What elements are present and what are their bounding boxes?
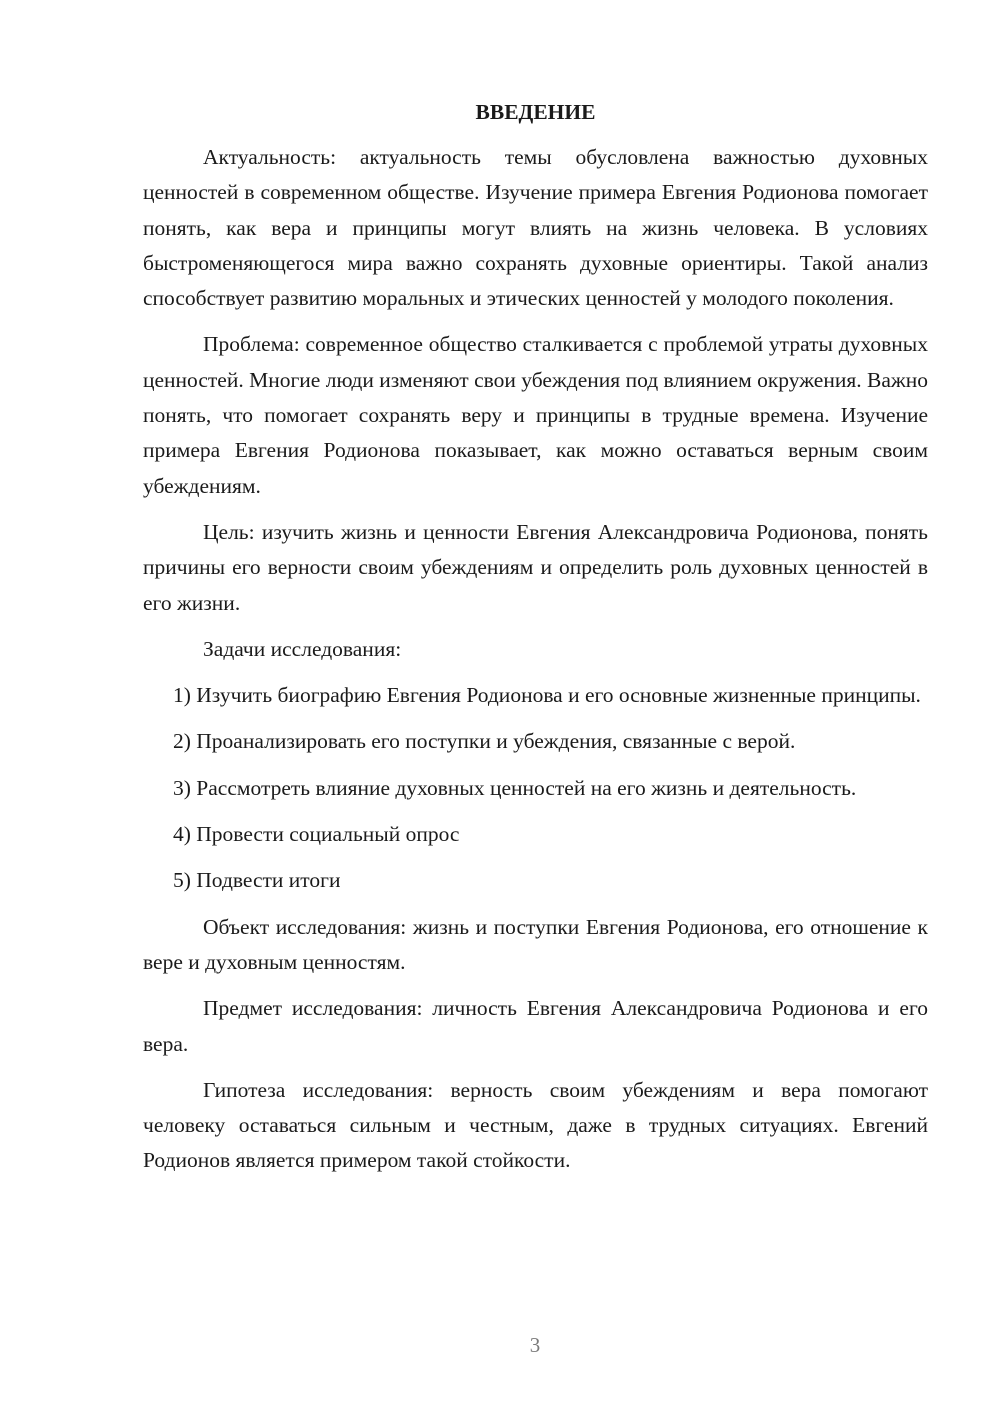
task-item: 5) Подвести итоги <box>173 868 341 893</box>
task-item: 3) Рассмотреть влияние духовных ценностей на его жизнь и деятельность. <box>173 775 857 800</box>
hypothesis-paragraph: Гипотеза исследования: верность своим убеждениям и вера помогают человеку оставаться сильным и честным, даже в трудных ситуациях. Евгений Родионов является примером такой стойкости. <box>143 1077 928 1173</box>
task-item: 2) Проанализировать его поступки и убеждения, связанные с верой. <box>173 729 796 754</box>
page-number: 3 <box>529 1333 541 1357</box>
object-paragraph: Объект исследования: жизнь и поступки Евгения Родионова, его отношение к вере и духовным ценностям. <box>143 914 928 974</box>
section-title: ВВЕДЕНИЕ <box>475 100 596 124</box>
tasks-list <box>143 678 928 898</box>
tasks-heading: Задачи исследования: <box>203 636 402 661</box>
problem-paragraph: Проблема: современное общество сталкивается с проблемой утраты духовных ценностей. Многие люди изменяют свои убеждения под влиянием окружения. Важно понять, что помогает сохранять веру и принципы в трудные времена. Изучение примера Евгения Родионова показывает, как можно оставаться верным своим убеждениям. <box>143 332 928 498</box>
subject-paragraph: Предмет исследования: личность Евгения Александровича Родионова и его вера. <box>143 996 928 1056</box>
task-item: 4) Провести социальный опрос <box>173 822 460 847</box>
page-content <box>143 97 928 1179</box>
goal-paragraph: Цель: изучить жизнь и ценности Евгения Александровича Родионова, понять причины его верности своим убеждениям и определить роль духовных ценностей в его жизни. <box>143 519 928 615</box>
relevance-paragraph: Актуальность: актуальность темы обусловлена важностью духовных ценностей в современном обществе. Изучение примера Евгения Родионова помогает понять, как вера и принципы могут влиять на жизнь человека. В условиях быстроменяющегося мира важно сохранять духовные ориентиры. Такой анализ способствует развитию моральных и этических ценностей у молодого поколения. <box>143 145 928 311</box>
task-item: 1) Изучить биографию Евгения Родионова и его основные жизненные принципы. <box>173 683 921 708</box>
